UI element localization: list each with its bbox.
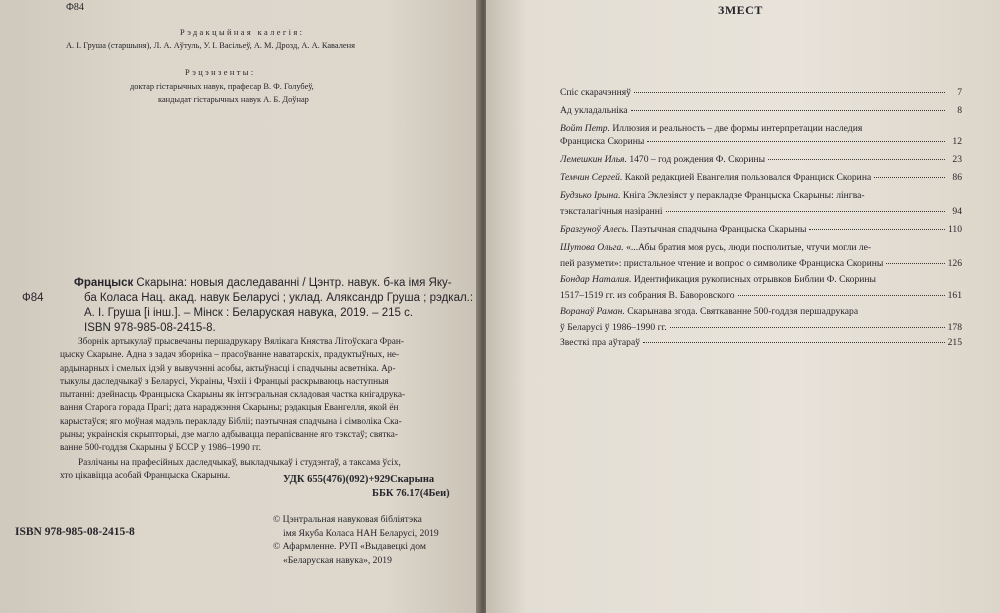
- toc-entry-title-cont: пей разумети»: пристальное чтение и вопрос о символике Франциска Скорины: [560, 258, 884, 270]
- toc-entry-author: Воранаў Раман.: [560, 306, 625, 317]
- annotation-line: рыны; украінскія скрыпторыі, дзе магло адбывацца перапісванне яго тэкстаў; святка-: [60, 430, 399, 441]
- toc-page-number: 94: [952, 206, 962, 218]
- toc-entry[interactable]: [560, 171, 962, 184]
- toc-page-number: 86: [952, 172, 962, 183]
- isbn-bottom: ISBN 978-985-08-2415-8: [15, 526, 135, 538]
- toc-entry-title: Спіс скарачэнняў: [560, 87, 631, 98]
- annotation-line: ванне 500-годдзя Скарыны ў БССР у 1986–1990 гг.: [60, 443, 261, 454]
- toc-entry[interactable]: [560, 104, 962, 117]
- toc-leader: [670, 327, 945, 328]
- toc-title: ЗМЕСТ: [718, 3, 763, 17]
- toc-entry-author: Лемешкин Илья.: [560, 154, 627, 165]
- toc-entry[interactable]: [560, 86, 962, 99]
- toc-entry-title: 1470 – год рождения Ф. Скорины: [626, 154, 766, 165]
- toc-leader: [809, 229, 945, 230]
- toc-entry-author: Будзько Ірына.: [560, 190, 621, 201]
- audience-line: хто цікавіцца асобай Францыска Скарыны.: [60, 470, 231, 481]
- catalog-isbn: ISBN 978-985-08-2415-8.: [84, 322, 216, 334]
- annotation-line: карыстаўся; яго моўная мадэль перакладу Бібліі; паэтычная спадчына і сімволіка Ска-: [60, 416, 402, 427]
- toc-entry[interactable]: [560, 336, 962, 349]
- copyright-line: © Афармленне. РУП «Выдавецкі дом: [273, 541, 426, 552]
- toc-entry[interactable]: [560, 153, 962, 166]
- toc-page-number: 23: [952, 154, 962, 165]
- toc-entry[interactable]: [560, 305, 962, 334]
- toc-page-number: 110: [947, 224, 962, 235]
- toc-entry-title: Какой редакцией Евангелия пользовался Франциск Скорина: [622, 172, 872, 183]
- toc-leader: [647, 141, 945, 142]
- toc-entry[interactable]: [560, 122, 962, 148]
- toc-page-number: 7: [957, 87, 962, 98]
- udk-code: УДК 655(476)(092)+929Скарына: [283, 474, 435, 485]
- catalog-line: ба Коласа Нац. акад. навук Беларусі ; уклад. Аляксандр Груша ; рэдкал.:: [84, 292, 474, 304]
- toc-leader: [874, 177, 945, 178]
- editorial-heading: Рэдакцыйная калегія:: [180, 28, 305, 37]
- toc-entry-title: Идентификация рукописных отрывков Библии Ф. Скорины: [631, 274, 876, 285]
- annotation: [60, 336, 405, 483]
- toc-entry-title: Ад укладальніка: [560, 105, 628, 116]
- toc-entry[interactable]: [560, 241, 962, 270]
- toc-entry-author: Шутова Ольга.: [560, 242, 624, 253]
- copyright-block: [273, 513, 439, 567]
- toc-entry-author: Бондар Наталия.: [560, 274, 632, 285]
- toc-entry-title-cont: Франциска Скорины: [560, 136, 645, 148]
- reviewer-2: кандыдат гістарычных навук А. Б. Доўнар: [158, 95, 309, 104]
- reviewer-1: доктар гістарычных навук, прафесар В. Ф. Голубеў,: [130, 82, 314, 91]
- left-page: [0, 0, 482, 613]
- toc-leader: [643, 342, 945, 343]
- reviewers-heading: Рэцэнзенты:: [185, 68, 256, 77]
- toc-page-number: 126: [947, 258, 962, 270]
- toc-page-number: 12: [952, 136, 962, 148]
- toc-entry-title: Скарынава згода. Святкаванне 500-годдзя першадрукара: [624, 306, 859, 317]
- catalog-line: Францыск Скарына: новыя даследаванні / Цэнтр. навук. б-ка імя Яку-: [74, 277, 452, 289]
- audience-line: Разлічаны на прафесійных даследчыкаў, выкладчыкаў і студэнтаў, а таксама ўсіх,: [78, 457, 401, 468]
- catalog-entry: [74, 276, 473, 336]
- toc-page-number: 178: [947, 322, 962, 334]
- toc-page-number: 215: [947, 337, 962, 348]
- copyright-line: «Беларуская навука», 2019: [283, 554, 392, 566]
- toc-entry-author: Темчин Сергей.: [560, 172, 623, 183]
- toc-leader: [738, 295, 945, 296]
- toc-leader: [886, 263, 944, 264]
- shelf-mark-side: Ф84: [22, 292, 44, 304]
- toc-entry-title: Иллюзия и реальность – две формы интерпретации наследия: [609, 123, 863, 134]
- toc-entry-title: Кніга Эклезіяст у перакладзе Францыска Скарыны: лінгва-: [620, 190, 865, 201]
- toc-page-number: 161: [947, 290, 962, 302]
- annotation-line: ардынарных і смелых ідэй у вывучэнні асобы, актыўнасці і спадчыны асветніка. Ар-: [60, 363, 396, 374]
- toc-leader: [634, 92, 945, 93]
- toc-entry-title: «...Абы братия моя русь, люди посполитые, чтучи могли ле-: [623, 242, 872, 253]
- copyright-line: © Цэнтральная навуковая бібліятэка: [273, 514, 422, 525]
- annotation-line: пытанні: дзейнасць Францыска Скарыны як інтэгральная складовая частка кнігадрука-: [60, 390, 406, 401]
- toc-entry-author: Бразгуноў Алесь.: [560, 224, 629, 235]
- toc-entry-title: Звесткі пра аўтараў: [560, 337, 641, 348]
- bbk-code: ББК 76.17(4Беи): [372, 488, 450, 499]
- toc-page-number: 8: [957, 105, 962, 116]
- toc-leader: [768, 159, 945, 160]
- annotation-line: цыску Скарыне. Адна з задач зборніка – прасоўванне наватарскіх, прадуктыўных, не-: [60, 350, 400, 361]
- shelf-mark-top: Ф84: [66, 2, 84, 13]
- toc-entry-author: Войт Петр.: [560, 123, 610, 134]
- toc-entry-title-cont: 1517–1519 гг. из собрания В. Баворовского: [560, 290, 735, 302]
- annotation-line: вання Старога горада Прагі; дата нараджэння Скарыны; рэдакцыя Евангелля, якой ён: [60, 403, 399, 414]
- toc-entry[interactable]: [560, 189, 962, 218]
- copyright-line: імя Якуба Коласа НАН Беларусі, 2019: [283, 527, 439, 539]
- toc-entry[interactable]: [560, 223, 962, 236]
- annotation-line: тыкулы даследчыкаў з Беларусі, Украіны, Чэхіі і Францыі раскрываюць наступныя: [60, 376, 389, 387]
- toc-leader: [631, 110, 945, 111]
- toc-entry-title-cont: тэксталагічныя назіранні: [560, 206, 663, 218]
- toc-leader: [666, 211, 945, 212]
- toc-entry-title: Паэтычная спадчына Францыска Скарыны: [628, 224, 807, 235]
- toc-entry[interactable]: [560, 273, 962, 302]
- right-page: [486, 0, 1000, 613]
- editorial-members: А. І. Груша (старшыня), Л. А. Аўтуль, У. І. Васільеў, А. М. Дрозд, А. А. Каваленя: [66, 41, 355, 50]
- catalog-line: А. І. Груша [і інш.]. – Мінск : Беларуская навука, 2019. – 215 с.: [84, 307, 414, 319]
- toc-entry-title-cont: ў Беларусі ў 1986–1990 гг.: [560, 322, 667, 334]
- annotation-line: Зборнік артыкулаў прысвечаны першадрукару Вялікага Княства Літоўскага Фран-: [78, 337, 404, 347]
